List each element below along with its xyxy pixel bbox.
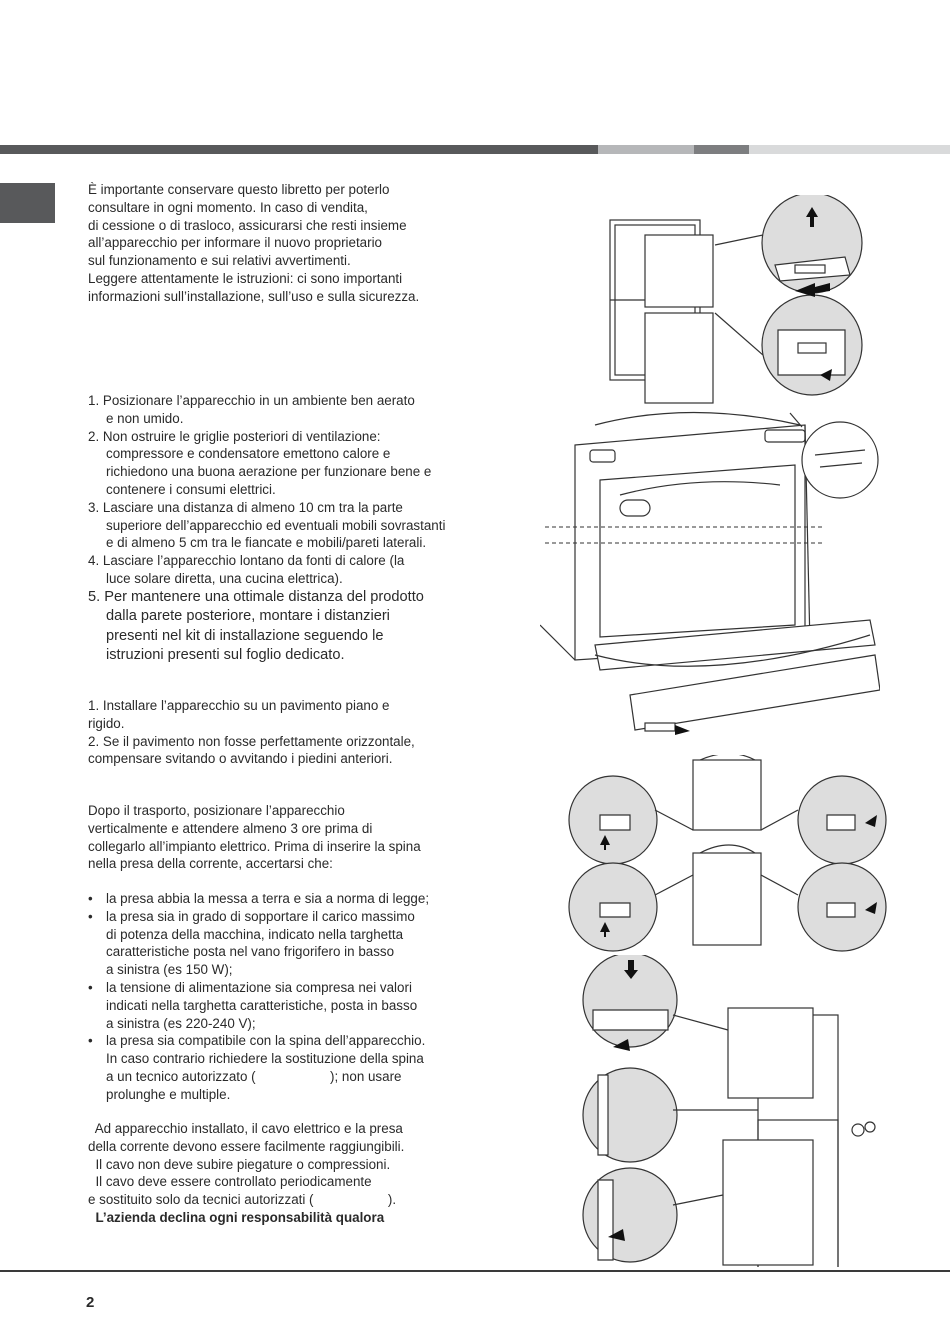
disclaimer-text: L’azienda declina ogni responsabilità qualora xyxy=(88,1209,385,1225)
text-line: Leggere attentamente le istruzioni: ci sono importanti xyxy=(88,270,403,286)
intro-paragraph xyxy=(88,181,468,306)
text-line: consultare in ogni momento. In caso di vendita, xyxy=(88,199,368,215)
door-reinstall-figure xyxy=(568,955,880,1267)
bullet-item-cont: di potenza della macchina, indicato nella targhetta xyxy=(106,926,404,942)
electrical-bullets xyxy=(88,890,468,1104)
bullet-item: • la presa sia compatibile con la spina dell’apparecchio. xyxy=(88,1032,468,1050)
header-bar-dark xyxy=(0,145,598,154)
list-item-cont: richiedono una buona aerazione per funzionare bene e xyxy=(106,464,432,480)
text-line: Dopo il trasporto, posizionare l’apparecchio xyxy=(88,803,345,818)
text-line: nella presa della corrente, accertarsi che: xyxy=(88,856,333,872)
text-line: 1. Installare l’apparecchio su un pavimento piano e xyxy=(88,698,390,713)
list-item: 4. Lasciare l’apparecchio lontano da fonti di calore (la xyxy=(88,553,405,569)
text-line: È importante conservare questo libretto per poterlo xyxy=(88,182,390,197)
placement-list xyxy=(88,392,468,666)
bullet-item-cont: a sinistra (es 220-240 V); xyxy=(106,1015,256,1031)
text-line: collegarlo all’impianto elettrico. Prima di inserire la spina xyxy=(88,838,421,854)
bullet-item-cont: prolunghe e multiple. xyxy=(106,1086,231,1102)
list-item: 2. Non ostruire le griglie posteriori di ventilazione: xyxy=(88,428,381,444)
list-item-cont: luce solare diretta, una cucina elettrica). xyxy=(106,570,343,586)
bullet-item-cont: In caso contrario richiedere la sostituzione della spina xyxy=(106,1051,424,1067)
bullet-item-cont: indicati nella targhetta caratteristiche, posta in basso xyxy=(106,997,418,1013)
list-item-cont: istruzioni presenti sul foglio dedicato. xyxy=(106,647,345,664)
upper-door xyxy=(728,1008,813,1098)
list-item-cont: contenere i consumi elettrici. xyxy=(106,481,276,497)
list-item-cont: presenti nel kit di installazione seguendo le xyxy=(106,627,384,644)
callout-hinge-bottom xyxy=(583,1168,677,1262)
text-line: e sostituito solo da tecnici autorizzati ( ). xyxy=(88,1192,397,1208)
electrical-intro xyxy=(88,802,468,873)
text-line: Ad apparecchio installato, il cavo elettrico e la presa xyxy=(88,1121,403,1136)
list-item-cont: superiore dell’apparecchio ed eventuali mobili sovrastanti xyxy=(106,517,446,533)
text-line: rigido. xyxy=(88,715,125,731)
list-item: 5. Per mantenere una ottimale distanza del prodotto xyxy=(88,588,424,605)
text-line: compensare svitando o avvitando i piedini anteriori. xyxy=(88,751,393,767)
text-line: verticalmente e attendere almeno 3 ore prima di xyxy=(88,820,373,836)
lower-door xyxy=(723,1140,813,1265)
page-number: 2 xyxy=(86,1294,95,1311)
text-line: informazioni sull’installazione, sull’uso e sulla sicurezza. xyxy=(88,288,420,304)
text-line: sul funzionamento e sui relativi avvertimenti. xyxy=(88,253,351,269)
list-item: 1. Posizionare l’apparecchio in un ambiente ben aerato xyxy=(88,393,415,408)
list-item-cont: e di almeno 5 cm tra le fiancate e mobili/pareti laterali. xyxy=(106,535,427,551)
footer-rule xyxy=(0,1270,950,1272)
text-line: 2. Se il pavimento non fosse perfettamente orizzontale, xyxy=(88,733,415,749)
spacer-installation-figure xyxy=(540,405,880,760)
cable-paragraph xyxy=(88,1120,468,1227)
bullet-item: • la presa abbia la messa a terra e sia a norma di legge; xyxy=(88,890,468,908)
header-bar-pale xyxy=(749,145,950,154)
header-bar-light xyxy=(598,145,694,154)
door-panel-upper xyxy=(693,760,761,830)
list-item-cont: dalla parete posteriore, montare i distanzieri xyxy=(106,608,390,625)
bullet-item: • la presa sia in grado di sopportare il carico massimo xyxy=(88,908,468,926)
bullet-item-cont: caratteristiche posta nel vano frigorifero in basso xyxy=(106,944,395,960)
door-reversal-figure xyxy=(565,755,890,955)
leveling-paragraph xyxy=(88,697,468,768)
arrow-icon xyxy=(675,725,690,735)
door-hinge-figure xyxy=(600,195,950,405)
list-item-cont: e non umido. xyxy=(106,410,184,426)
callout-hinge-middle xyxy=(583,1068,677,1162)
bullet-item: • la tensione di alimentazione sia compresa nei valori xyxy=(88,979,468,997)
bullet-item-cont: a un tecnico autorizzato ( ); non usare xyxy=(106,1068,402,1084)
text-line: Il cavo non deve subire piegature o compressioni. xyxy=(88,1156,391,1172)
text-line: all’apparecchio per informare il nuovo proprietario xyxy=(88,235,383,251)
lower-door-panel xyxy=(645,313,713,403)
list-item: 3. Lasciare una distanza di almeno 10 cm tra la parte xyxy=(88,499,403,515)
text-line: della corrente devono essere facilmente raggiungibili. xyxy=(88,1138,405,1154)
door-panel-lower xyxy=(693,853,761,945)
text-line: Il cavo deve essere controllato periodicamente xyxy=(88,1174,372,1190)
list-item-cont: compressore e condensatore emettono calore e xyxy=(106,446,391,462)
bullet-item-cont: a sinistra (es 150 W); xyxy=(106,962,233,978)
header-bar-mid xyxy=(694,145,749,154)
upper-door-panel xyxy=(645,235,713,307)
section-tab xyxy=(0,183,55,223)
spacer-callout xyxy=(802,422,878,498)
text-line: di cessione o di trasloco, assicurarsi che resti insieme xyxy=(88,217,407,233)
